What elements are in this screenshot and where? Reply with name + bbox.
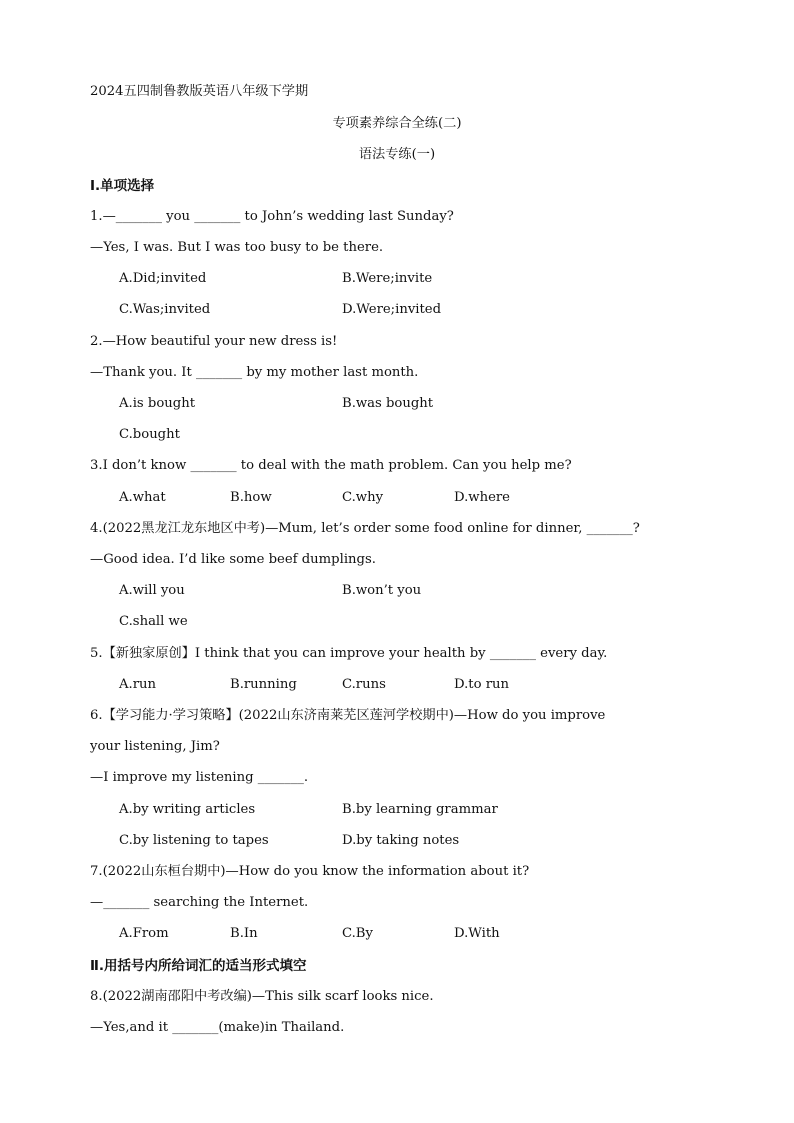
question-4-stem: 4.(2022黑龙江龙东地区中考)—Mum, let’s order some food online for dinner, _______? xyxy=(90,521,640,536)
question-3-option-c: C.why xyxy=(342,490,384,505)
section-heading-single-choice: Ⅰ.单项选择 xyxy=(90,178,155,194)
question-4-option-b: B.won’t you xyxy=(342,583,422,598)
question-1-option-c: C.Was;invited xyxy=(119,302,211,317)
question-6-stem-continued: your listening, Jim? xyxy=(90,739,220,754)
question-7-option-d: D.With xyxy=(454,926,500,941)
question-7-reply: —_______ searching the Internet. xyxy=(90,895,309,910)
question-8-stem: 8.(2022湖南邵阳中考改编)—This silk scarf looks nice. xyxy=(90,989,434,1004)
question-5-option-d: D.to run xyxy=(454,677,510,692)
series-title: 2024五四制鲁教版英语八年级下学期 xyxy=(90,84,309,99)
question-6-stem: 6.【学习能力·学习策略】(2022山东济南莱芜区莲河学校期中)—How do you improve xyxy=(90,708,606,723)
question-5-option-a: A.run xyxy=(119,677,157,692)
question-5-option-b: B.running xyxy=(230,677,297,692)
question-2-option-b: B.was bought xyxy=(342,396,434,411)
question-7-stem: 7.(2022山东桓台期中)—How do you know the information about it? xyxy=(90,864,530,879)
question-4-option-a: A.will you xyxy=(119,583,185,598)
question-2-stem: 2.—How beautiful your new dress is! xyxy=(90,334,338,349)
question-2-option-c: C.bought xyxy=(119,427,180,442)
question-7-option-c: C.By xyxy=(342,926,373,941)
question-1-option-a: A.Did;invited xyxy=(119,271,207,286)
question-4-reply: —Good idea. I’d like some beef dumplings. xyxy=(90,552,376,567)
question-6-option-d: D.by taking notes xyxy=(342,833,460,848)
question-5-option-c: C.runs xyxy=(342,677,386,692)
question-6-option-c: C.by listening to tapes xyxy=(119,833,269,848)
question-4-option-c: C.shall we xyxy=(119,614,188,629)
question-6-option-b: B.by learning grammar xyxy=(342,802,498,817)
question-1-stem: 1.—_______ you _______ to John’s wedding last Sunday? xyxy=(90,209,454,224)
question-7-option-a: A.From xyxy=(119,926,169,941)
question-6-option-a: A.by writing articles xyxy=(119,802,256,817)
question-7-option-b: B.In xyxy=(230,926,258,941)
question-3-option-d: D.where xyxy=(454,490,510,505)
question-1-reply: —Yes, I was. But I was too busy to be there. xyxy=(90,240,384,255)
question-8-reply: —Yes,and it _______(make)in Thailand. xyxy=(90,1020,345,1035)
question-1-option-d: D.Were;invited xyxy=(342,302,442,317)
page-subtitle: 语法专练(一) xyxy=(358,147,436,162)
section-heading-fill-in: Ⅱ.用括号内所给词汇的适当形式填空 xyxy=(90,958,307,974)
page-title: 专项素养综合全练(二) xyxy=(332,116,462,131)
question-2-reply: —Thank you. It _______ by my mother last month. xyxy=(90,365,419,380)
question-5-stem: 5.【新独家原创】I think that you can improve your health by _______ every day. xyxy=(90,646,608,661)
question-1-option-b: B.Were;invite xyxy=(342,271,433,286)
question-3-stem: 3.I don’t know _______ to deal with the math problem. Can you help me? xyxy=(90,458,572,473)
question-3-option-b: B.how xyxy=(230,490,272,505)
question-6-reply: —I improve my listening _______. xyxy=(90,770,309,785)
question-2-option-a: A.is bought xyxy=(119,396,196,411)
question-3-option-a: A.what xyxy=(119,490,166,505)
